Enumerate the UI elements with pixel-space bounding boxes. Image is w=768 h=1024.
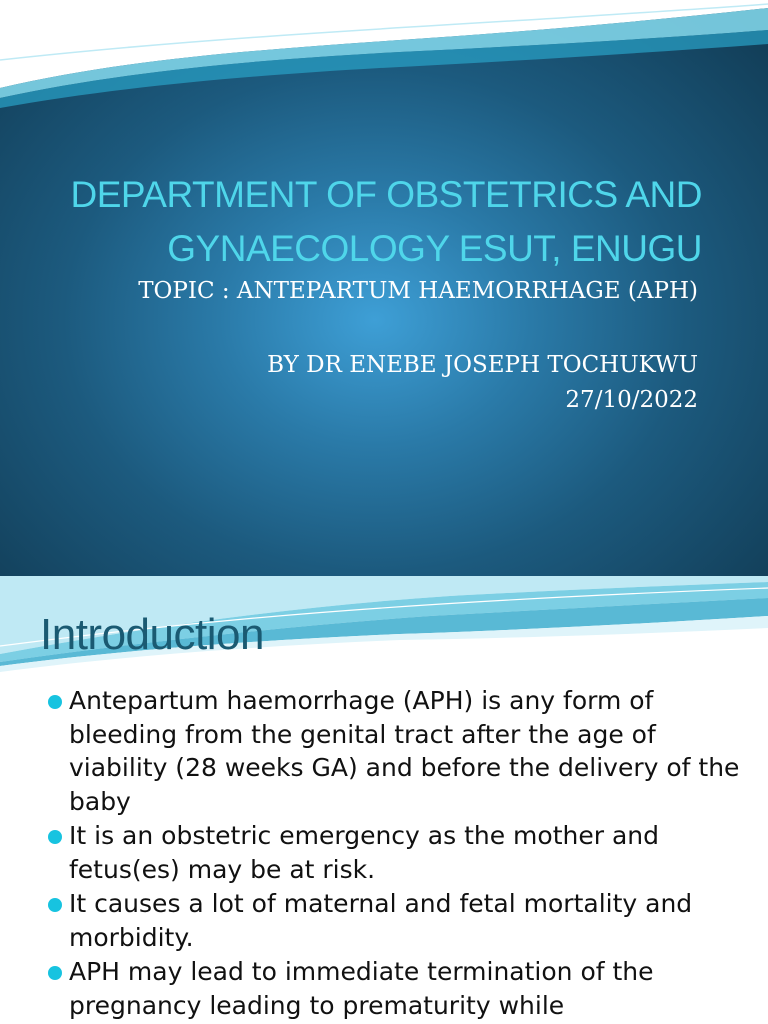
date-text: 27/10/2022	[565, 387, 698, 413]
topic-text: TOPIC : ANTEPARTUM HAEMORRHAGE (APH)	[138, 278, 698, 304]
list-item	[48, 819, 748, 886]
bullet-dot-icon	[48, 898, 62, 912]
bullet-dot-icon	[48, 695, 62, 709]
introduction-heading: Introduction	[40, 610, 264, 659]
bullet-list	[48, 684, 748, 1023]
bullet-text: APH may lead to immediate termination of the pregnancy leading to prematurity while	[69, 957, 654, 1020]
bullet-dot-icon	[48, 966, 62, 980]
bullet-text: It is an obstetric emergency as the mother and fetus(es) may be at risk.	[69, 821, 659, 884]
department-title-line1: DEPARTMENT OF OBSTETRICS AND	[70, 174, 702, 215]
author-text: BY DR ENEBE JOSEPH TOCHUKWU	[267, 352, 698, 378]
introduction-slide	[0, 576, 768, 1024]
list-item	[48, 887, 748, 954]
bullet-text: Antepartum haemorrhage (APH) is any form of bleeding from the genital tract after the age of viability (28 weeks GA) and before the delivery of the baby	[69, 686, 740, 816]
title-slide-wave-decoration	[0, 0, 768, 110]
list-item	[48, 955, 748, 1022]
department-title-line2: GYNAECOLOGY ESUT, ENUGU	[167, 228, 702, 269]
list-item	[48, 684, 748, 818]
bullet-text: It causes a lot of maternal and fetal mortality and morbidity.	[69, 889, 693, 952]
department-title	[40, 168, 702, 276]
bullet-dot-icon	[48, 830, 62, 844]
